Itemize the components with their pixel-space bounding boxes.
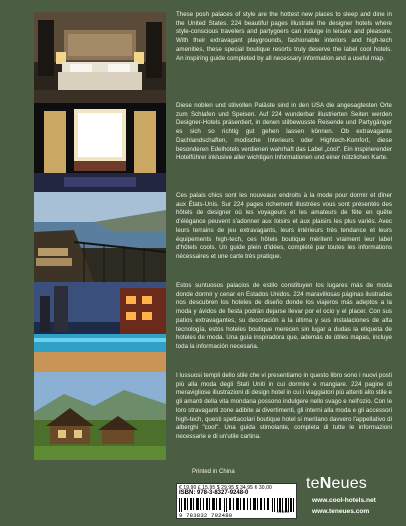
- mountain-lodge-photo: [34, 372, 166, 460]
- description-spanish: Estos suntuosos palacios de estilo constituyen los lugares más de moda donde dormir y cenar en Estados Unidos. 224 maravillosas páginas ilustradas nos descubren los hoteles de diseño donde los viajeros más adeptos a la moda y ávidos de fiesta podrán dejarse llevar por el ocio y el placer. Con sus patios extravagantes, su decoración a la última y sus instalaciones de alta tecnología, estos hoteles boutique merecen sin lugar a dudas la etiqueta de hoteles de moda. Una guía inspiradora que, además de útiles mapas, incluye toda la información necesaria.: [176, 282, 392, 350]
- publisher-logo: [306, 475, 367, 493]
- publisher-logo-eues: eues: [331, 475, 368, 492]
- isbn-number: ISBN: 978-3-8327-9248-0: [179, 490, 249, 496]
- photo-column: [34, 12, 166, 510]
- hotel-lobby-photo: [34, 103, 166, 192]
- description-french: Ces palais chics sont les nouveaux endroits à la mode pour dormir et dîner aux États-Unis. Sur 224 pages richement illustrées vous sont présentés des hôtels de designer où les voyageurs et les amateurs de fête en quête d'élégance peuvent s'adonner aux loisirs et aux plaisirs les plus variés. Avec leurs terrains de jeu extravagants, leurs intérieurs très tendance et leurs équipements high-tech, ces hôtels boutique méritent vraiment leur label d'hôtels cools. Un guide plein d'idées, complété par toutes les informations nécessaires et une carte très pratique.: [176, 192, 392, 260]
- hotel-bedroom-photo: [34, 12, 166, 103]
- ocean-balcony-photo: [34, 192, 166, 282]
- barcode-addon-icon: [277, 498, 295, 512]
- website-link-cool-hotels[interactable]: www.cool-hotels.net: [312, 497, 376, 504]
- printed-in-label: Printed in China: [192, 469, 235, 475]
- price-list: € 19,90 £ 15,95 $ 29,95 $ 34,95 ¢ 30,00: [179, 485, 272, 491]
- barcode-number: 9 783832 792480: [179, 512, 233, 519]
- isbn-barcode-box: [176, 483, 297, 519]
- description-german: Diese noblen und stilvollen Paläste sind in den USA die angesagtesten Orte zum Schlafen und Speisen. Auf 224 wunderbar illustrierten Seiten werden Designer-Hotels präsentiert, in denen stilbewusste Reisende und Partygänger es sich so richtig gut gehen lassen können. Ob extravagante Dachlandschaften, modische Interieurs oder Hightech-Komfort, diese besonderen Edelhotels verdienen wahrhaft das Label „cool". Ein inspirierender Hotelführer inklusive aller wichtigen Informationen und einer nützlichen Karte.: [176, 102, 392, 162]
- publisher-logo-te: te: [306, 475, 320, 492]
- barcode-icon: [179, 498, 275, 512]
- description-italian: I lussuosi templi dello stile che vi presentiamo in questo libro sono i nuovi posti più alla moda degli Stati Uniti in cui dormire e mangiare. 224 pagine di meravigliose illustrazioni di design hotel in cui i viaggiatori più attenti allo stile e gli amanti della vita mondana possono indulgere nello svago e nell'ozio. Con le loro stravaganti zone adibite ai divertimenti, gli interni alla moda e gli accessori high-tech, questi spettacolari boutique hotel si meritano davvero l'appellativo di alberghi "cool". Una guida stimolante, completa di tutte le informazioni necessarie e di un'utile cartina.: [176, 372, 392, 440]
- barcode-addon-number: 52995: [277, 511, 290, 515]
- pool-night-photo: [34, 282, 166, 372]
- publisher-logo-n: N: [319, 475, 332, 492]
- description-english: These posh palaces of style are the hottest new places to sleep and dine in the United States. 224 beautiful pages illustrate the designer hotels where style-conscious travelers and partygoers can indulge in leisure and pleasure. With their extravagant playgrounds, fashionable interiors and high-tech amenities, these special boutique resorts truly deserve the label cool hotels. An inspiring guide completed by all necessary information and a useful map.: [176, 11, 392, 62]
- website-link-teneues[interactable]: www.teneues.com: [312, 508, 370, 515]
